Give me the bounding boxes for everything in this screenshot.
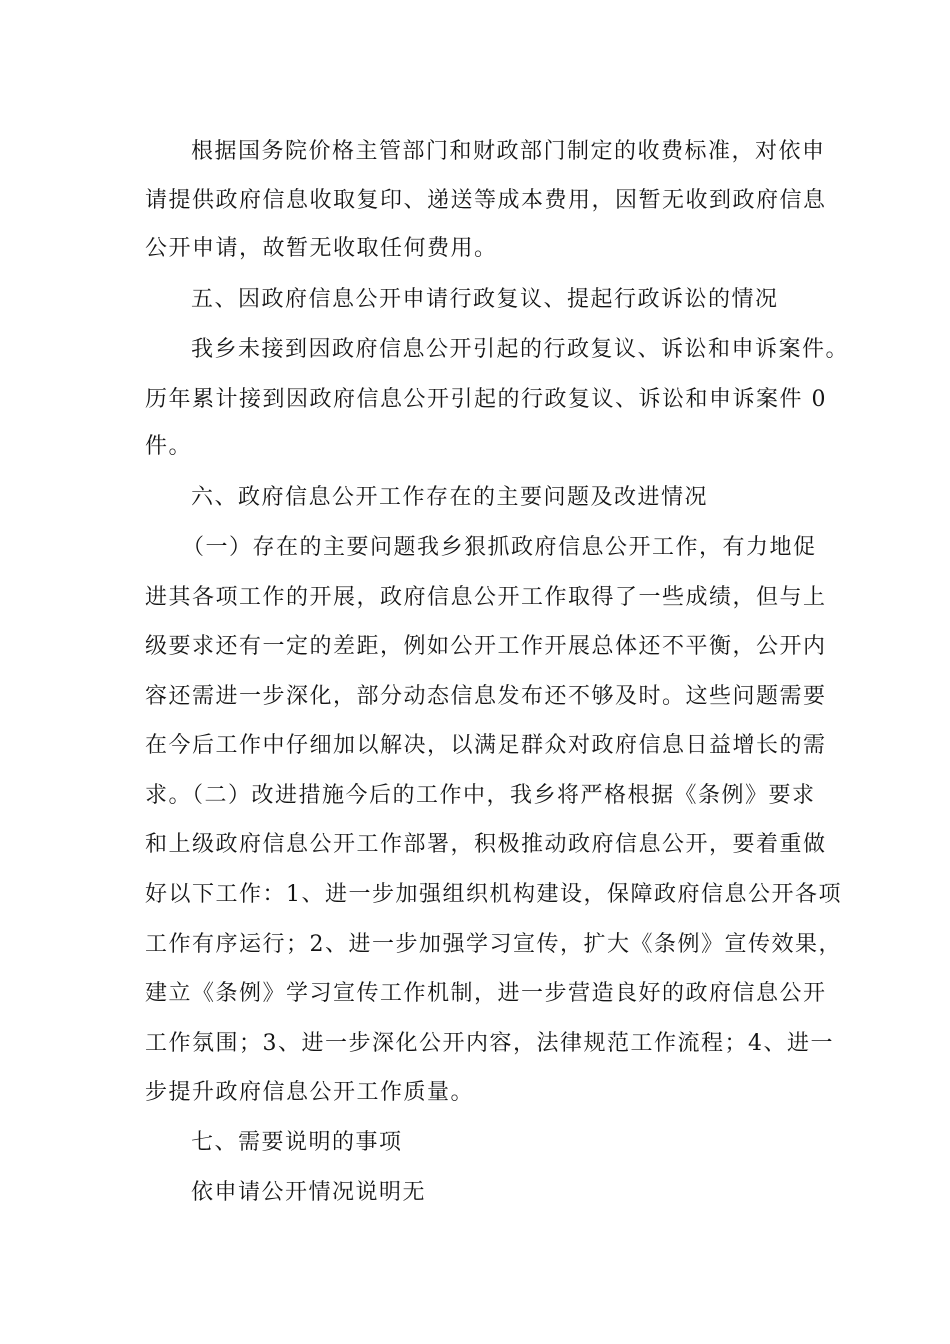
paragraph-problems-line-12: 步提升政府信息公开工作质量。 — [145, 1080, 475, 1105]
section-heading-6: 六、政府信息公开工作存在的主要问题及改进情况 — [191, 485, 709, 510]
section-heading-7: 七、需要说明的事项 — [191, 1130, 403, 1155]
paragraph-review-line-1: 我乡未接到因政府信息公开引起的行政复议、诉讼和申诉案件。 — [191, 337, 850, 362]
paragraph-problems-line-2: 进其各项工作的开展，政府信息公开工作取得了一些成绩，但与上 — [145, 585, 827, 610]
section-heading-5: 五、因政府信息公开申请行政复议、提起行政诉讼的情况 — [191, 287, 779, 312]
paragraph-problems-line-9: 工作有序运行；2、进一步加强学习宣传，扩大《条例》宣传效果， — [145, 932, 842, 957]
paragraph-fee-line-2: 请提供政府信息收取复印、递送等成本费用，因暂无收到政府信息 — [145, 188, 827, 213]
paragraph-problems-line-1: （一）存在的主要问题我乡狠抓政府信息公开工作，有力地促 — [182, 535, 817, 560]
paragraph-problems-line-4: 容还需进一步深化，部分动态信息发布还不够及时。这些问题需要 — [145, 684, 827, 709]
paragraph-problems-line-10: 建立《条例》学习宣传工作机制，进一步营造良好的政府信息公开 — [145, 981, 827, 1006]
paragraph-problems-line-6: 求。（二）改进措施今后的工作中，我乡将严格根据《条例》要求 — [145, 783, 816, 808]
paragraph-fee-line-1: 根据国务院价格主管部门和财政部门制定的收费标准，对依申 — [191, 139, 826, 164]
paragraph-review-line-3: 件。 — [145, 434, 193, 459]
paragraph-problems-line-8: 好以下工作：1、进一步加强组织机构建设，保障政府信息公开各项 — [145, 882, 842, 907]
paragraph-fee-line-3: 公开申请，故暂无收取任何费用。 — [145, 236, 498, 261]
paragraph-problems-line-7: 和上级政府信息公开工作部署，积极推动政府信息公开，要着重做 — [145, 832, 827, 857]
paragraph-problems-line-11: 工作氛围；3、进一步深化公开内容，法律规范工作流程；4、进一 — [145, 1031, 834, 1056]
paragraph-review-line-2: 历年累计接到因政府信息公开引起的行政复议、诉讼和申诉案件 0 — [145, 387, 827, 412]
paragraph-notes: 依申请公开情况说明无 — [191, 1180, 427, 1205]
paragraph-problems-line-5: 在今后工作中仔细加以解决，以满足群众对政府信息日益增长的需 — [145, 733, 827, 758]
paragraph-problems-line-3: 级要求还有一定的差距，例如公开工作开展总体还不平衡，公开内 — [145, 634, 827, 659]
